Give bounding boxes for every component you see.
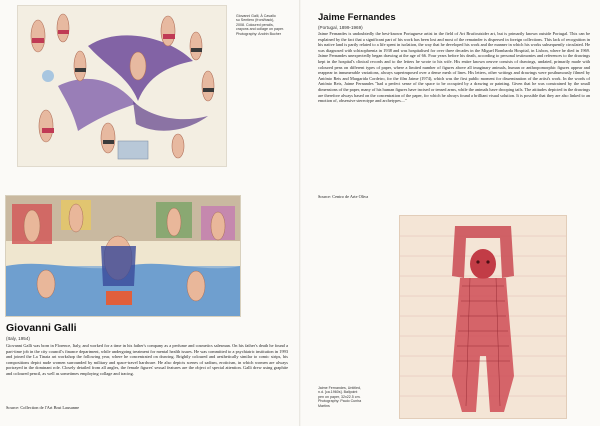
- fernandes-caption: Jaime Fernandes, Untitled, n.d. [ca.1960s]. Ballpoint pen on paper, 32x22.5 cm. Photography: Paulo Cunha Martins: [318, 386, 362, 408]
- fernandes-life: (Portugal, 1899-1969): [318, 25, 363, 30]
- galli-artwork-bottom: [6, 196, 240, 316]
- fernandes-artwork: [400, 216, 566, 418]
- galli-artwork-top-drawing: [18, 6, 226, 166]
- fernandes-body: Jaime Fernandes is undoubtedly the best-known Portuguese artist in the field of Art Brut/outsider art, but is primarily known outside Portugal. This can be explained by the fact that a significant part of his work has been lost and most of the remainder is dispersed in foreign collections. This lack of recognition in his native land is partly related to a life spent in isolation, the way that he developed his work and the manner in which his works subsequently circulated. He was diagnosed with schizophrenia in 1938 and was hospitalised for over three decades in the Miguel Bombarda Hospital, in Lisbon, where he died in 1969. Jaime Fernandes unexpectedly began drawing at the age of 66. Four years before his death, according to personal testimonies and references to the drawings kept in the hospital's clinical records and to the letters he wrote to his wife. His entire known oeuvre consists of drawings, undated, primarily made with coloured pens on different types of paper, where a limited number of figures above all imaginary animals, human or anthropomorphic figures appear and reappear in innumerable variations, always superimposed over a dense mesh of lines. His letters, other writings and drawings were posthumously filmed by António Reis and Margarida Cordeiro, for the film Jaime (1974), which was the first public moment for dissemination of the artist's work. In the words of António Reis, Jaime Fernandes "had a perfect sense of the space to be occupied by a drawing or painting. Given that he was constrained by the small dimensions of the paper, many of his human figures have incised or tensed arms, while the animals have drooping tails. The attitudes depicted in the drawings are therefore always based on the concentration of the paper, for which he always found a brilliant visual solution. It is possible that they are also linked to an emotion of, obsessive stereotype and archetypes....": [318, 31, 590, 104]
- galli-name: Giovanni Galli: [6, 322, 77, 334]
- fernandes-name: Jaime Fernandes: [318, 12, 396, 23]
- galli-artwork-top: [18, 6, 226, 166]
- galli-life: (Italy, 1954): [6, 336, 30, 341]
- galli-artwork-bottom-drawing: [6, 196, 240, 316]
- fernandes-artwork-drawing: [400, 216, 566, 418]
- page-gutter: [299, 0, 301, 426]
- galli-body: Giovanni Galli was born in Florence, Italy, and worked for a time in his father's company as a perfume and cosmetics salesman. On his father's death he found a part-time job in the city council's finance department, while undergoing treatment for mental health issues. He was committed to a psychiatric institution in 1993 and joined the La Tinaia art workshop the following year, where he concentrated on drawing. Brightly coloured and aesthetically similar to comic strips, his compositions depict nude women surrounded by military and space-travel hardware. He also depicts scenes of sadism, eroticism, in which women are always portrayed in the dominant role. Closely detailed from all angles, the female figures' sexual features are the object of special attention. Galli drew using graphite and coloured pencil, as well as sometimes employing collage and tracing.: [6, 343, 288, 376]
- galli-top-caption: Giovanni Galli, À Cavallo su Sentiero (front/back), 2008. Coloured pencils, crayons and collage on paper. Photography: Andrin Bucher: [236, 14, 284, 36]
- fernandes-source: Source: Centro de Arte Oliva: [318, 194, 369, 199]
- galli-source: Source: Collection de l'Art Brut Lausanne: [6, 405, 80, 410]
